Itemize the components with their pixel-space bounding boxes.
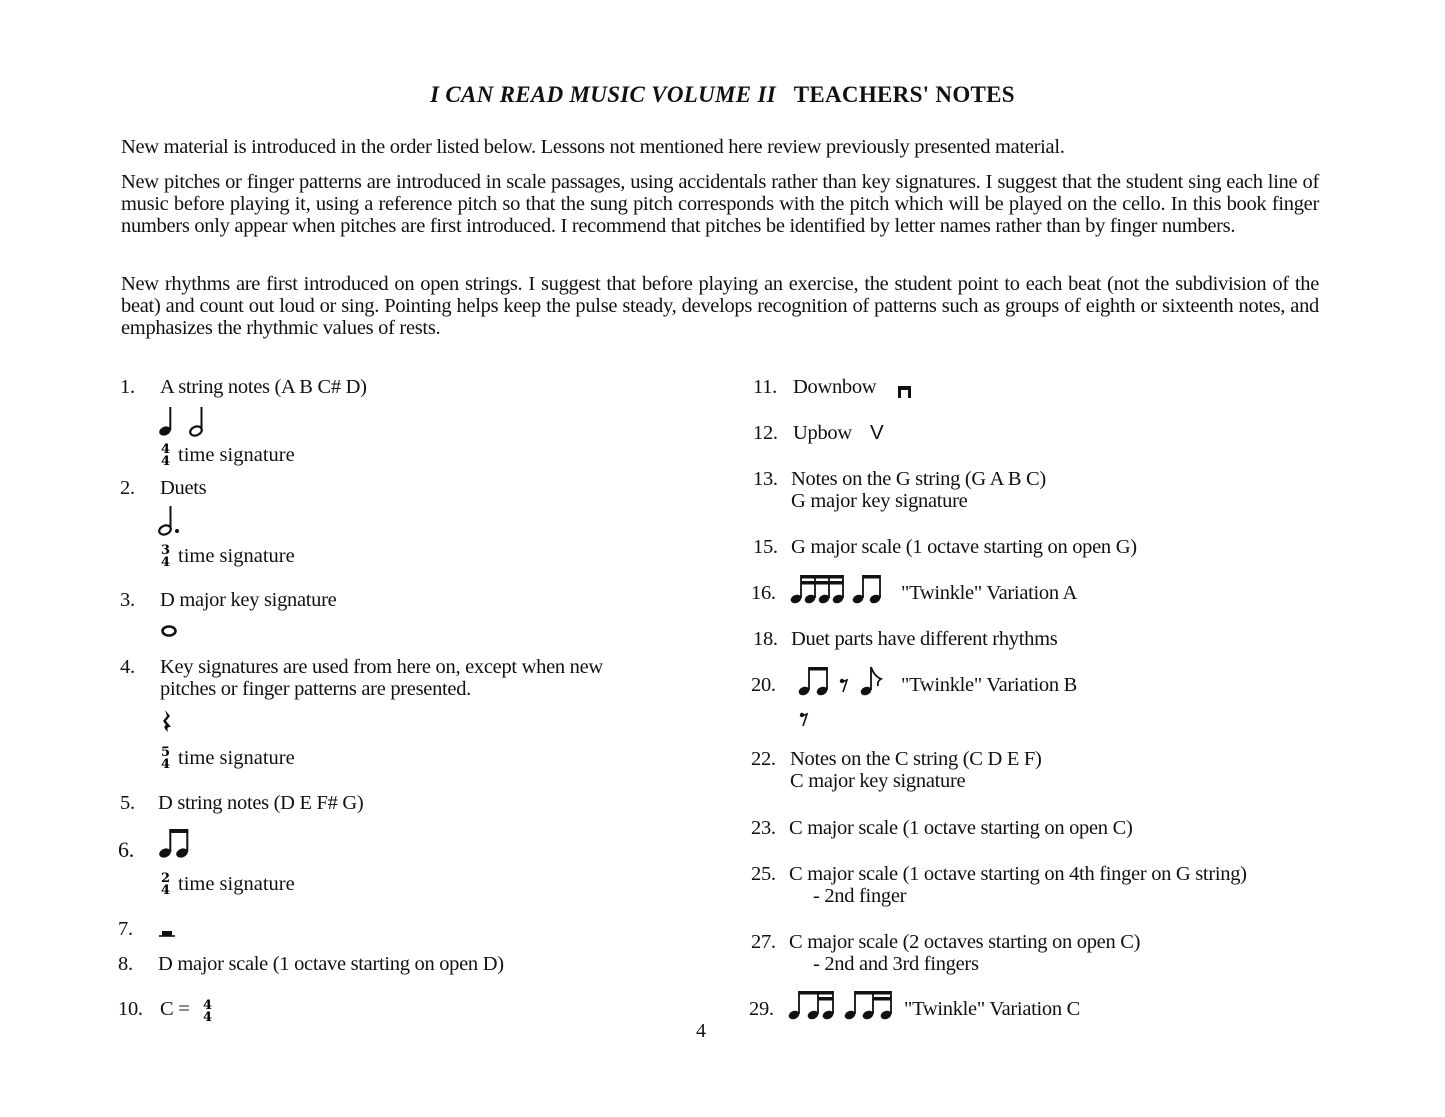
item-number: 18. xyxy=(753,628,778,650)
quarter-rest-icon xyxy=(160,708,176,734)
title-plain: TEACHERS' NOTES xyxy=(793,82,1015,107)
svg-text:4: 4 xyxy=(161,757,171,769)
item-text: D major key signature xyxy=(160,589,337,611)
whole-note-icon xyxy=(160,624,180,638)
svg-text:3: 3 xyxy=(161,543,171,558)
item-number: 22. xyxy=(751,748,776,770)
item-text: C major scale (2 octaves starting on open C) xyxy=(789,931,1141,953)
item-text: C major scale (1 octave starting on open C) xyxy=(789,817,1133,839)
item-number: 23. xyxy=(751,817,776,839)
svg-text:2: 2 xyxy=(161,871,171,886)
item-number: 25. xyxy=(751,863,776,885)
item-number: 11. xyxy=(753,376,777,398)
time-sig-glyph xyxy=(160,543,172,567)
item-text: "Twinkle" Variation A xyxy=(901,582,1078,604)
item-number: 3. xyxy=(120,589,135,611)
item-number: 12. xyxy=(753,422,778,444)
item-number: 29. xyxy=(749,998,774,1020)
page-title xyxy=(0,82,1445,108)
item-number: 5. xyxy=(120,792,135,814)
svg-text:4: 4 xyxy=(161,454,171,466)
item-number: 20. xyxy=(751,674,776,696)
svg-text:5: 5 xyxy=(161,745,171,760)
sixteenth-and-eighth-notes-icon xyxy=(790,572,890,606)
item-text: Duet parts have different rhythms xyxy=(791,628,1058,650)
dotted-rhythm-notes-icon xyxy=(788,988,906,1022)
intro-paragraph-1: New material is introduced in the order listed below. Lessons not mentioned here review previously presented material. xyxy=(121,136,1065,158)
time-signature-label: time signature xyxy=(178,873,295,895)
time-signature-4-4 xyxy=(160,442,295,467)
item-text: Duets xyxy=(160,477,207,499)
item-text: Notes on the C string (C D E F) xyxy=(790,748,1042,770)
item-text: C = xyxy=(160,998,190,1020)
upbow-icon: V xyxy=(870,421,884,444)
page-number: 4 xyxy=(696,1020,706,1042)
svg-text:4: 4 xyxy=(161,442,171,457)
item-text: "Twinkle" Variation C xyxy=(904,998,1081,1020)
dotted-half-note-icon xyxy=(158,504,188,538)
item-text: Downbow xyxy=(793,376,877,398)
item-text: "Twinkle" Variation B xyxy=(901,674,1078,696)
item-number: 10. xyxy=(118,998,143,1020)
eighth-note-pair-icon xyxy=(158,826,192,860)
time-signature-label: time signature xyxy=(178,545,295,567)
time-sig-glyph xyxy=(160,442,172,466)
half-rest-icon xyxy=(158,926,178,938)
time-sig-glyph xyxy=(160,745,172,769)
item-text-continued: G major key signature xyxy=(791,490,968,512)
svg-text:4: 4 xyxy=(161,883,171,895)
svg-text:4: 4 xyxy=(203,998,213,1013)
item-number: 8. xyxy=(118,953,133,975)
item-text-continued: C major key signature xyxy=(790,770,966,792)
item-number: 4. xyxy=(120,656,135,678)
item-text: Notes on the G string (G A B C) xyxy=(791,468,1046,490)
time-signature-label: time signature xyxy=(178,444,295,466)
item-number: 15. xyxy=(753,536,778,558)
item-text: A string notes (A B C# D) xyxy=(160,376,367,398)
quarter-half-note-icon xyxy=(158,404,218,438)
time-sig-glyph xyxy=(160,871,172,895)
item-text: C major scale (1 octave starting on 4th finger on G string) xyxy=(789,863,1247,885)
item-number: 1. xyxy=(120,376,135,398)
time-signature-5-4 xyxy=(160,745,295,770)
item-text: G major scale (1 octave starting on open G) xyxy=(791,536,1137,558)
item-text: D string notes (D E F# G) xyxy=(158,792,364,814)
intro-paragraph-3: New rhythms are first introduced on open strings. I suggest that before playing an exercise, the student point to each beat (not the subdivision of the beat) and count out loud or sing. Pointing helps keep the pulse steady, develops recognition of patterns such as groups of eighth or sixteenth notes, and emphasizes the rhythmic values of rests. xyxy=(121,273,1319,339)
item-text: Upbow xyxy=(793,422,852,444)
downbow-icon xyxy=(897,384,913,400)
item-text: Key signatures are used from here on, except when new xyxy=(160,656,603,678)
item-number: 6. xyxy=(118,837,134,862)
svg-text:4: 4 xyxy=(161,555,171,567)
time-signature-3-4 xyxy=(160,543,295,568)
item-number: 13. xyxy=(753,468,778,490)
eighth-notes-rest-icon xyxy=(798,664,888,698)
title-italic: I CAN READ MUSIC VOLUME II xyxy=(430,82,776,107)
item-number: 16. xyxy=(751,582,776,604)
time-signature-2-4 xyxy=(160,871,295,896)
eighth-rest-icon xyxy=(798,711,812,727)
time-signature-label: time signature xyxy=(178,747,295,769)
item-number: 7. xyxy=(118,918,133,940)
item-text-continued: - 2nd finger xyxy=(813,885,907,907)
item-text-continued: - 2nd and 3rd fingers xyxy=(813,953,979,975)
item-text-continued: pitches or finger patterns are presented. xyxy=(160,678,472,700)
svg-text:4: 4 xyxy=(203,1010,213,1024)
item-text: D major scale (1 octave starting on open D) xyxy=(158,953,504,975)
item-number: 2. xyxy=(120,477,135,499)
time-signature-4-4-glyph xyxy=(202,998,216,1024)
item-number: 27. xyxy=(751,931,776,953)
intro-paragraph-2: New pitches or finger patterns are introduced in scale passages, using accidentals rather than key signatures. I suggest that the student sing each line of music before playing it, using a reference pitch so that the sung pitch corresponds with the pitch which will be played on the cello. In this book finger numbers only appear when pitches are first introduced. I recommend that pitches be identified by letter names rather than by finger numbers. xyxy=(121,171,1319,237)
